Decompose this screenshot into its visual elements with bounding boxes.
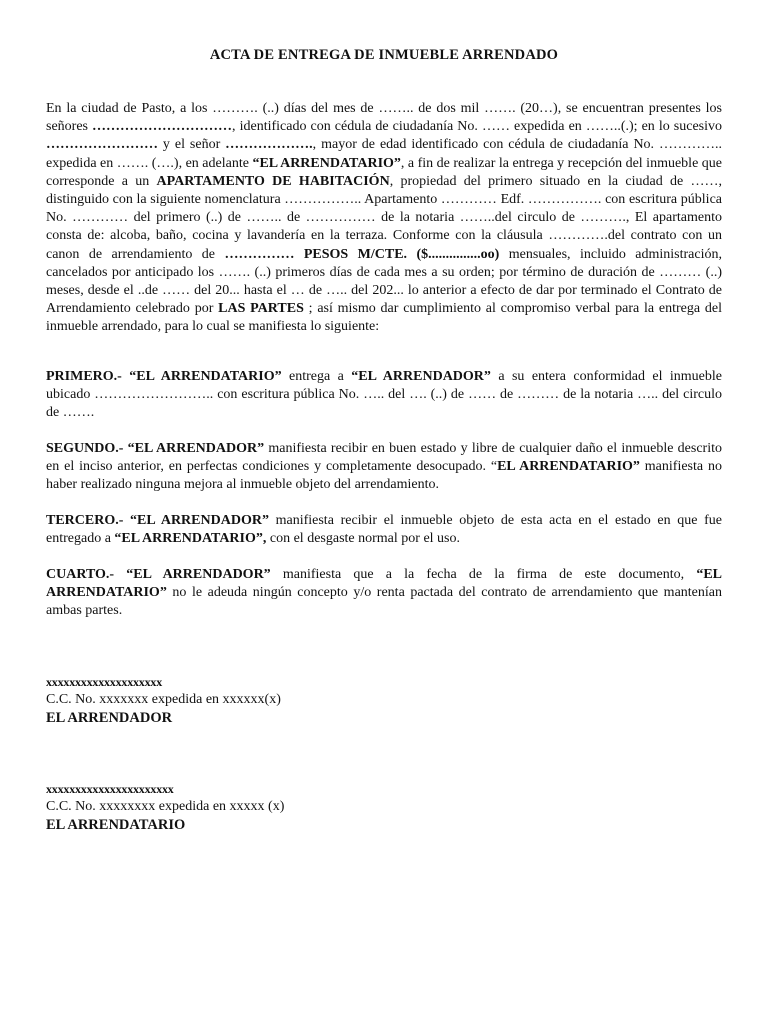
intro-run: , propiedad del primero situado en la ciudad de ……, distinguido con la siguiente nomenclatura …………….. Apartamento ………… Edf. ……………. con escritura pública No. ………… del primero (..) de …….. de …………… de la notaria ……..del circulo de ………., El apartamento consta de: alcoba, baño, cocina y lavandería en la terraza. Conforme con la cláusula ………….del contrato con un canon de arrendamiento de <box>46 173 722 262</box>
primero-run: PRIMERO.- “EL ARRENDATARIO” <box>46 369 282 384</box>
signature-id: C.C. No. xxxxxxxx expedida en xxxxx (x) <box>46 799 285 814</box>
intro-run: ………………. <box>225 137 313 153</box>
cuarto-run: manifiesta que a la fecha de la firma de este documento, <box>270 567 697 582</box>
intro-run: y el señor <box>158 137 226 153</box>
intro-run: LAS PARTES <box>218 301 304 317</box>
signature-block-arrendador <box>46 673 281 727</box>
cuarto-run: CUARTO.- “EL ARRENDADOR” <box>46 567 271 582</box>
clause-segundo <box>46 440 722 495</box>
intro-paragraph <box>46 100 722 337</box>
clause-tercero <box>46 512 722 548</box>
segundo-run: EL ARRENDATARIO” <box>497 459 640 475</box>
cuarto-run: no le adeuda ningún concepto y/o renta pactada del contrato de arrendamiento que mantenían ambas partes. <box>46 585 722 619</box>
tercero-run: con el desgaste normal por el uso. <box>266 531 460 547</box>
segundo-run: manifiesta recibir en buen estado y libre de cualquier daño el inmueble descrito en el inciso anterior, en perfectas condiciones y completamente desocupado. “ <box>46 441 722 475</box>
intro-run: APARTAMENTO DE HABITACIÓN <box>156 173 390 189</box>
document-title: ACTA DE ENTREGA DE INMUEBLE ARRENDADO <box>209 47 559 63</box>
signature-name: xxxxxxxxxxxxxxxxxxxxxx <box>46 782 174 796</box>
segundo-run: SEGUNDO.- “EL ARRENDADOR” <box>46 441 265 456</box>
clause-cuarto <box>46 566 722 621</box>
intro-run: ; así mismo dar cumplimiento al compromiso verbal para la entrega del inmueble arrendado, para lo cual se manifiesta lo siguiente: <box>46 301 722 335</box>
intro-run: “EL ARRENDATARIO” <box>252 155 401 171</box>
intro-run: …………… PESOS M/CTE. ($...............oo) <box>224 246 500 262</box>
intro-run: , a fin de realizar la entrega y recepción del inmueble que corresponde a un <box>46 155 723 189</box>
signature-role: EL ARRENDATARIO <box>46 817 186 833</box>
intro-run: ………………………… <box>92 119 233 135</box>
tercero-run: manifiesta recibir el inmueble objeto de esta acta en el estado en que fue entregado a <box>46 513 723 547</box>
signature-role: EL ARRENDADOR <box>46 710 173 726</box>
intro-run: , identificado con cédula de ciudadanía No. …… expedida en ……..(.); en lo sucesivo <box>232 119 722 135</box>
primero-run: a su entera conformidad el inmueble ubicado …………………….. con escritura pública No. ….. del …. (..) de …… de ……… de la notaria ….. del circulo de ……. <box>46 369 722 421</box>
tercero-run: TERCERO.- “EL ARRENDADOR” <box>46 513 269 528</box>
signature-id: C.C. No. xxxxxxx expedida en xxxxxx(x) <box>46 692 281 707</box>
intro-run: …………………… <box>46 137 158 153</box>
segundo-run: manifiesta no haber realizado ninguna mejora al inmueble objeto del arrendamiento. <box>46 459 722 493</box>
cuarto-run: “EL ARRENDATARIO” <box>46 567 722 601</box>
primero-run: “EL ARRENDADOR” <box>351 369 491 384</box>
tercero-run: “EL ARRENDATARIO”, <box>114 531 267 547</box>
signature-name: xxxxxxxxxxxxxxxxxxxx <box>46 675 163 689</box>
signature-block-arrendatario <box>46 780 284 834</box>
intro-run: En la ciudad de Pasto, a los ………. (..) días del mes de …….. de dos mil ……. (20…), se encuentran presentes los señores <box>46 101 722 135</box>
clause-primero <box>46 368 722 423</box>
intro-run: mensuales, incluido administración, cancelados por anticipado los ……. (..) primeros días de cada mes a su orden; por término de duración de ……… (..) meses, desde el ..de …… del 20... hasta el … de ….. del 202... lo anterior a efecto de dar por terminado el Contrato de Arrendamiento celebrado por <box>46 246 722 317</box>
primero-run: entrega a <box>281 369 352 384</box>
intro-run: , mayor de edad identificado con cédula de ciudadanía No. ………….. expedida en ……. (….), en adelante <box>46 137 722 171</box>
